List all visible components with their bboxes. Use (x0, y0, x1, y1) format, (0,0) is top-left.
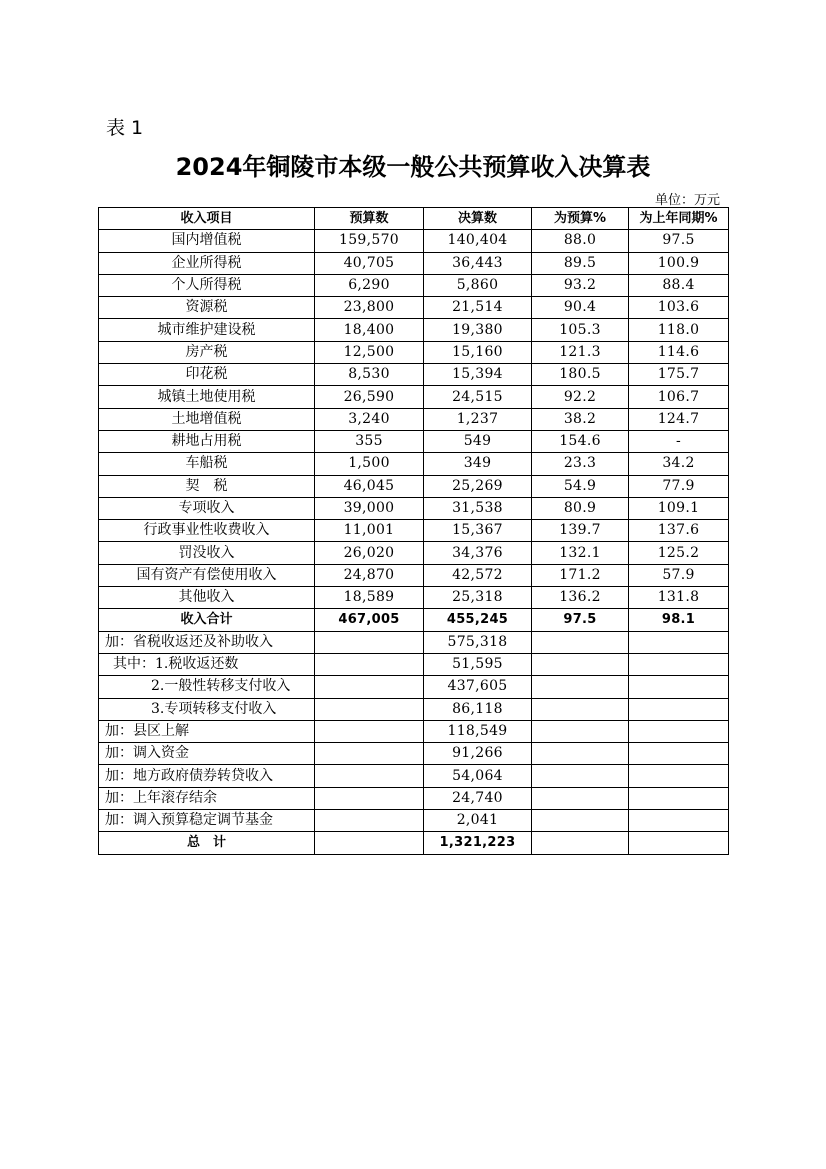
table-cell: 349 (424, 453, 532, 475)
table-cell: 国内增值税 (99, 230, 315, 252)
table-cell (629, 720, 729, 742)
table-cell: 土地增值税 (99, 408, 315, 430)
table-row (99, 386, 729, 408)
table-cell: 25,318 (424, 587, 532, 609)
table-cell: 36,443 (424, 252, 532, 274)
table-cell (629, 743, 729, 765)
table-cell: 455,245 (424, 609, 532, 631)
table-row (99, 787, 729, 809)
table-cell: 31,538 (424, 497, 532, 519)
table-cell (315, 787, 424, 809)
table-row (99, 765, 729, 787)
table-cell: 房产税 (99, 341, 315, 363)
table-row (99, 743, 729, 765)
column-header: 收入项目 (99, 208, 315, 230)
table-cell: 加：调入资金 (99, 743, 315, 765)
table-cell (315, 653, 424, 675)
table-cell: 175.7 (629, 364, 729, 386)
table-cell: 1,237 (424, 408, 532, 430)
table-cell (315, 676, 424, 698)
table-cell: 171.2 (532, 564, 629, 586)
table-cell: 114.6 (629, 341, 729, 363)
table-cell (532, 787, 629, 809)
table-cell (532, 810, 629, 832)
table-cell: 加：县区上解 (99, 720, 315, 742)
table-cell: 罚没收入 (99, 542, 315, 564)
table-cell: 3.专项转移支付收入 (99, 698, 315, 720)
table-cell (532, 698, 629, 720)
table-cell (315, 743, 424, 765)
table-cell: 40,705 (315, 252, 424, 274)
table-cell: 资源税 (99, 297, 315, 319)
table-cell (315, 765, 424, 787)
table-cell: 180.5 (532, 364, 629, 386)
table-cell (315, 698, 424, 720)
table-cell: 2.一般性转移支付收入 (99, 676, 315, 698)
table-row (99, 631, 729, 653)
table-cell (532, 720, 629, 742)
table-cell (315, 720, 424, 742)
table-cell: 契 税 (99, 475, 315, 497)
table-row (99, 430, 729, 452)
table-cell (629, 698, 729, 720)
table-cell: 100.9 (629, 252, 729, 274)
table-cell (532, 765, 629, 787)
table-cell: 城市维护建设税 (99, 319, 315, 341)
page-title: 2024年铜陵市本级一般公共预算收入决算表 (175, 153, 651, 181)
table-cell: 26,020 (315, 542, 424, 564)
table-cell: 6,290 (315, 274, 424, 296)
table-cell (629, 787, 729, 809)
table-cell: 38.2 (532, 408, 629, 430)
table-cell: 加：上年滚存结余 (99, 787, 315, 809)
table-cell: 2,041 (424, 810, 532, 832)
table-cell (629, 832, 729, 854)
table-row (99, 587, 729, 609)
table-cell: 46,045 (315, 475, 424, 497)
table-cell (532, 653, 629, 675)
table-cell: 136.2 (532, 587, 629, 609)
table-row (99, 653, 729, 675)
table-cell: 57.9 (629, 564, 729, 586)
column-header: 为预算% (532, 208, 629, 230)
table-cell: 专项收入 (99, 497, 315, 519)
table-cell (315, 810, 424, 832)
table-cell: 企业所得税 (99, 252, 315, 274)
unit-label: 单位：万元 (654, 193, 720, 208)
table-row (99, 453, 729, 475)
table-cell: 15,394 (424, 364, 532, 386)
table-row (99, 297, 729, 319)
table-row (99, 230, 729, 252)
table-cell: 92.2 (532, 386, 629, 408)
table-cell: 355 (315, 430, 424, 452)
table-cell: 159,570 (315, 230, 424, 252)
table-cell: 118,549 (424, 720, 532, 742)
table-cell: 34,376 (424, 542, 532, 564)
table-cell: 加：调入预算稳定调节基金 (99, 810, 315, 832)
table-cell: 国有资产有偿使用收入 (99, 564, 315, 586)
table-cell: 131.8 (629, 587, 729, 609)
table-cell: 118.0 (629, 319, 729, 341)
table-cell: 12,500 (315, 341, 424, 363)
table-cell: 103.6 (629, 297, 729, 319)
table-row (99, 274, 729, 296)
table-cell: 其中：1.税收返还数 (99, 653, 315, 675)
table-row (99, 720, 729, 742)
table-cell (629, 653, 729, 675)
table-cell: 总 计 (99, 832, 315, 854)
table-cell (532, 743, 629, 765)
table-cell: 车船税 (99, 453, 315, 475)
table-row (99, 542, 729, 564)
table-cell: 3,240 (315, 408, 424, 430)
column-header: 为上年同期% (629, 208, 729, 230)
table-row (99, 564, 729, 586)
table-row (99, 319, 729, 341)
table-cell (532, 832, 629, 854)
table-cell: 24,740 (424, 787, 532, 809)
table-cell: 行政事业性收费收入 (99, 520, 315, 542)
table-row (99, 520, 729, 542)
table-cell: 139.7 (532, 520, 629, 542)
table-cell (315, 832, 424, 854)
total-row (99, 832, 729, 854)
table-cell: 54,064 (424, 765, 532, 787)
table-cell: 8,530 (315, 364, 424, 386)
table-cell: 18,589 (315, 587, 424, 609)
table-cell (315, 631, 424, 653)
table-cell: 23.3 (532, 453, 629, 475)
table-cell: 15,367 (424, 520, 532, 542)
table-cell: 24,870 (315, 564, 424, 586)
revenue-table (98, 207, 729, 855)
table-cell: 437,605 (424, 676, 532, 698)
table-cell: 34.2 (629, 453, 729, 475)
table-cell: 140,404 (424, 230, 532, 252)
table-cell: 21,514 (424, 297, 532, 319)
subtotal-row (99, 609, 729, 631)
table-cell: 城镇土地使用税 (99, 386, 315, 408)
table-cell: 109.1 (629, 497, 729, 519)
table-cell: 54.9 (532, 475, 629, 497)
table-cell: 23,800 (315, 297, 424, 319)
table-cell: 137.6 (629, 520, 729, 542)
table-cell: 其他收入 (99, 587, 315, 609)
table-cell: 15,160 (424, 341, 532, 363)
table-cell: 89.5 (532, 252, 629, 274)
table-cell: 个人所得税 (99, 274, 315, 296)
table-cell: 42,572 (424, 564, 532, 586)
table-cell (532, 631, 629, 653)
table-cell: 93.2 (532, 274, 629, 296)
table-row (99, 364, 729, 386)
table-row (99, 475, 729, 497)
table-cell: 121.3 (532, 341, 629, 363)
table-cell: 加：地方政府债券转贷收入 (99, 765, 315, 787)
table-cell: 77.9 (629, 475, 729, 497)
table-cell: 25,269 (424, 475, 532, 497)
table-cell: 91,266 (424, 743, 532, 765)
table-cell: 51,595 (424, 653, 532, 675)
table-cell: 124.7 (629, 408, 729, 430)
table-cell: 132.1 (532, 542, 629, 564)
table-cell: 耕地占用税 (99, 430, 315, 452)
table-cell (629, 676, 729, 698)
table-row (99, 252, 729, 274)
table-cell: 90.4 (532, 297, 629, 319)
table-cell: 24,515 (424, 386, 532, 408)
table-row (99, 497, 729, 519)
table-cell (629, 765, 729, 787)
table-cell: 加：省税收返还及补助收入 (99, 631, 315, 653)
table-cell: 154.6 (532, 430, 629, 452)
table-cell: - (629, 430, 729, 452)
table-cell: 80.9 (532, 497, 629, 519)
table-cell: 5,860 (424, 274, 532, 296)
header-row (99, 208, 729, 230)
table-row (99, 408, 729, 430)
table-cell: 88.4 (629, 274, 729, 296)
table-cell: 106.7 (629, 386, 729, 408)
table-cell: 1,321,223 (424, 832, 532, 854)
table-row (99, 676, 729, 698)
table-cell: 105.3 (532, 319, 629, 341)
table-cell: 11,001 (315, 520, 424, 542)
table-cell: 18,400 (315, 319, 424, 341)
table-cell: 467,005 (315, 609, 424, 631)
table-cell (629, 631, 729, 653)
table-cell (532, 676, 629, 698)
table-row (99, 341, 729, 363)
table-cell: 97.5 (629, 230, 729, 252)
table-cell (629, 810, 729, 832)
table-cell: 125.2 (629, 542, 729, 564)
table-cell: 549 (424, 430, 532, 452)
table-cell: 1,500 (315, 453, 424, 475)
table-cell: 收入合计 (99, 609, 315, 631)
table-cell: 86,118 (424, 698, 532, 720)
table-cell: 88.0 (532, 230, 629, 252)
table-row (99, 698, 729, 720)
table-cell: 97.5 (532, 609, 629, 631)
table-number: 表 1 (106, 117, 144, 139)
table-cell: 26,590 (315, 386, 424, 408)
table-row (99, 810, 729, 832)
table-cell: 印花税 (99, 364, 315, 386)
column-header: 决算数 (424, 208, 532, 230)
table-cell: 19,380 (424, 319, 532, 341)
table-cell: 39,000 (315, 497, 424, 519)
table-cell: 98.1 (629, 609, 729, 631)
table-cell: 575,318 (424, 631, 532, 653)
column-header: 预算数 (315, 208, 424, 230)
